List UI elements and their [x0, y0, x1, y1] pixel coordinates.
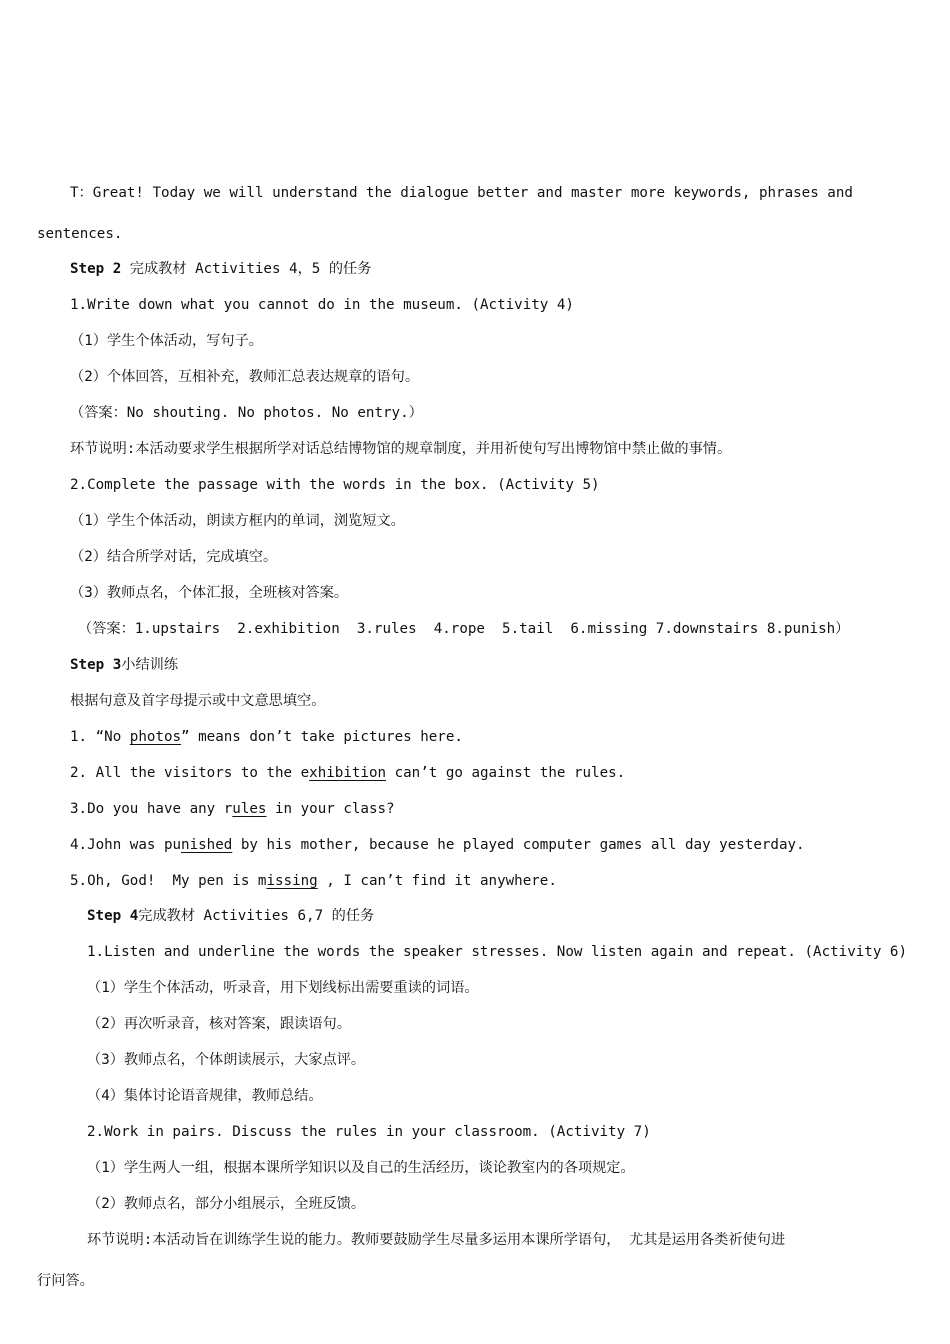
question-text: 5.Oh, God! My pen is m — [70, 873, 267, 889]
step4-note-line-1: 环节说明:本活动旨在训练学生说的能力。教师要鼓励学生尽量多运用本课所学语句， 尤其是运用各类祈使句进 — [87, 1232, 786, 1248]
step3-question-1 — [70, 727, 463, 747]
question-text: ” means don’t take pictures here. — [181, 729, 463, 745]
step3-heading — [70, 655, 178, 675]
step2-item-1-sub-1: （1）学生个体活动，写句子。 — [70, 333, 263, 349]
question-text: 1. “No — [70, 729, 130, 745]
step4-item-1-sub-3: （3）教师点名，个体朗读展示，大家点评。 — [87, 1052, 366, 1068]
step2-note: 环节说明:本活动要求学生根据所学对话总结博物馆的规章制度，并用祈使句写出博物馆中禁止做的事情。 — [70, 441, 732, 457]
step3-title: 小结训练 — [121, 657, 179, 673]
step4-item-1-sub-2: （2）再次听录音，核对答案，跟读语句。 — [87, 1016, 351, 1032]
step4-label: Step 4 — [87, 908, 139, 924]
step2-label: Step 2 — [70, 261, 122, 277]
step4-heading — [87, 906, 374, 926]
step2-item-1-answer: （答案：No shouting. No photos. No entry.） — [70, 405, 423, 421]
step3-instruction: 根据句意及首字母提示或中文意思填空。 — [70, 693, 326, 709]
question-text: by his mother, because he played computer games all day yesterday. — [232, 837, 805, 853]
step4-note-line-2: 行问答。 — [37, 1273, 94, 1289]
step2-item-1: 1.Write down what you cannot do in the museum. (Activity 4) — [70, 297, 574, 313]
step2-item-1-sub-2: （2）个体回答，互相补充，教师汇总表达规章的语句。 — [70, 369, 420, 385]
step2-item-2-sub-3: （3）教师点名，个体汇报，全班核对答案。 — [70, 585, 349, 601]
step2-item-2-sub-2: （2）结合所学对话，完成填空。 — [70, 549, 278, 565]
question-text: can’t go against the rules. — [386, 765, 626, 781]
question-text: in your class? — [266, 801, 395, 817]
step4-item-1: 1.Listen and underline the words the speaker stresses. Now listen again and repeat. (Activity 6) — [87, 944, 907, 960]
step2-item-2: 2.Complete the passage with the words in the box. (Activity 5) — [70, 477, 600, 493]
question-text: 3.Do you have any r — [70, 801, 233, 817]
step4-item-2-sub-1: （1）学生两人一组，根据本课所学知识以及自己的生活经历，谈论教室内的各项规定。 — [87, 1160, 635, 1176]
answer-blank: nished — [181, 837, 233, 853]
step3-question-2 — [70, 763, 625, 783]
step3-question-3 — [70, 799, 395, 819]
question-text: 4.John was pu — [70, 837, 182, 853]
step4-item-1-sub-1: （1）学生个体活动，听录音，用下划线标出需要重读的词语。 — [87, 980, 479, 996]
question-text: , I can’t find it anywhere. — [317, 873, 557, 889]
step4-item-2: 2.Work in pairs. Discuss the rules in your classroom. (Activity 7) — [87, 1124, 651, 1140]
step4-item-2-sub-2: （2）教师点名，部分小组展示，全班反馈。 — [87, 1196, 366, 1212]
step2-item-2-answer: （答案：1.upstairs 2.exhibition 3.rules 4.rope 5.tail 6.missing 7.downstairs 8.punish） — [78, 621, 850, 637]
answer-blank: ules — [232, 801, 267, 817]
answer-blank: issing — [266, 873, 318, 889]
step4-title: 完成教材 Activities 6,7 的任务 — [138, 908, 375, 924]
answer-blank: photos — [129, 729, 182, 745]
step4-item-1-sub-4: （4）集体讨论语音规律，教师总结。 — [87, 1088, 323, 1104]
step2-item-2-sub-1: （1）学生个体活动，朗读方框内的单词，浏览短文。 — [70, 513, 405, 529]
step3-label: Step 3 — [70, 657, 122, 673]
step2-title: 完成教材 Activities 4，5 的任务 — [121, 261, 372, 277]
step2-heading — [70, 259, 371, 279]
intro-line-2: sentences. — [37, 226, 123, 242]
step3-question-5 — [70, 871, 557, 891]
step3-question-4 — [70, 835, 805, 855]
answer-blank: xhibition — [309, 765, 387, 781]
intro-line-1: T：Great! Today we will understand the dialogue better and master more keywords, phrases and — [70, 185, 853, 201]
question-text: 2. All the visitors to the e — [70, 765, 310, 781]
